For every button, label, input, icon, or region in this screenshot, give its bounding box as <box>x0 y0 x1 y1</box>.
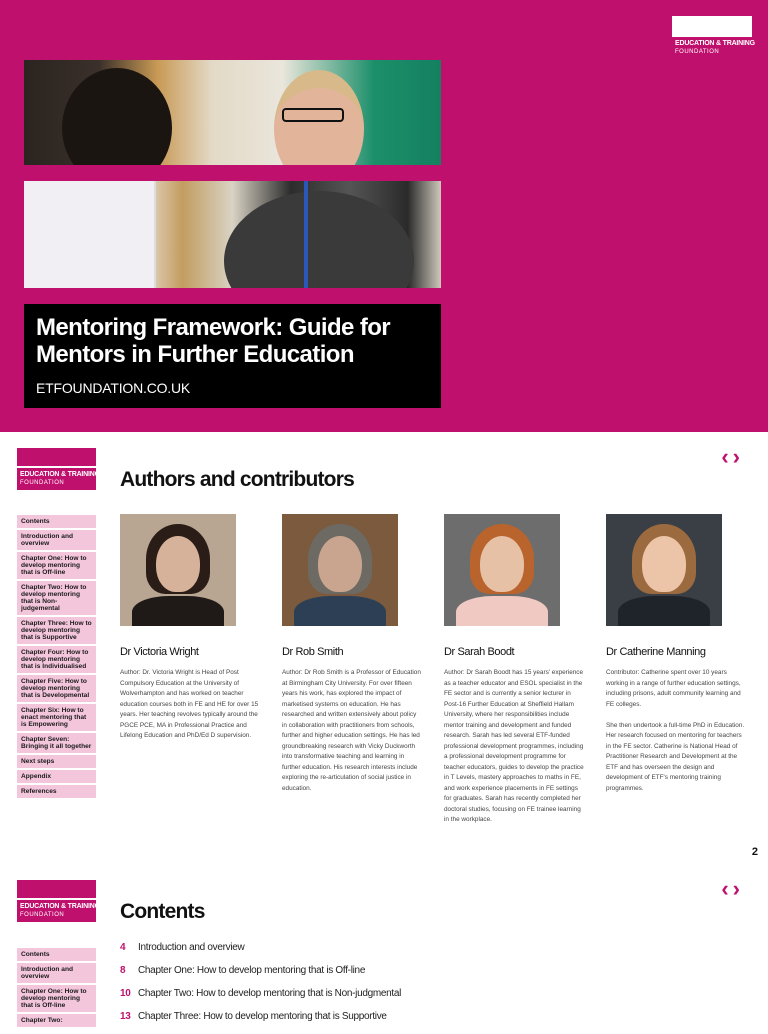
logo-line2: FOUNDATION <box>20 912 65 918</box>
toc-title: Chapter Two: How to develop mentoring that is Non-judgmental <box>138 988 402 999</box>
contents-page <box>0 872 768 1024</box>
sidebar-nav <box>17 948 96 1029</box>
sidebar-item-introduction[interactable]: Introduction and overview <box>17 963 96 983</box>
brand-logo <box>672 16 755 58</box>
sidebar-item-chapter-seven[interactable]: Chapter Seven: Bringing it all together <box>17 733 96 753</box>
page-logo <box>17 880 100 922</box>
sidebar-item-chapter-four[interactable]: Chapter Four: How to develop mentoring that is Individualised <box>17 646 96 673</box>
toc-page-number: 4 <box>120 942 126 953</box>
author-card <box>282 514 422 794</box>
logo-line2: FOUNDATION <box>20 480 65 486</box>
sidebar-item-chapter-two[interactable]: Chapter Two: How to develop mentoring that is Non-judgemental <box>17 581 96 615</box>
sidebar-item-chapter-one[interactable]: Chapter One: How to develop mentoring that is Off-line <box>17 985 96 1012</box>
author-card <box>606 514 746 794</box>
sidebar-item-appendix[interactable]: Appendix <box>17 770 96 783</box>
chevron-right-icon[interactable]: › <box>732 876 744 901</box>
author-name: Dr Sarah Boodt <box>444 646 515 658</box>
toc-entry[interactable] <box>120 965 401 988</box>
sidebar-item-next-steps[interactable]: Next steps <box>17 755 96 768</box>
contents-list <box>120 942 401 1034</box>
page-title: Contents <box>120 900 205 923</box>
toc-title: Chapter One: How to develop mentoring that is Off-line <box>138 965 366 976</box>
sidebar-item-contents[interactable]: Contents <box>17 948 96 961</box>
author-bio: Author: Dr. Victoria Wright is Head of Post Compulsory Education at the University of Wolverhampton and has worked on teacher education courses both in FE and HE for over 15 years. Her teaching revolves typically around the PGCE PCE, MA in Professional Practice and Lifelong Education and PhD/Ed D supervision. <box>120 669 259 739</box>
toc-entry[interactable] <box>120 988 401 1011</box>
toc-entry[interactable] <box>120 1011 401 1034</box>
cover-page <box>0 0 768 432</box>
author-name: Dr Victoria Wright <box>120 646 199 658</box>
sidebar-item-chapter-two[interactable]: Chapter Two: <box>17 1014 96 1027</box>
sidebar-item-chapter-six[interactable]: Chapter Six: How to enact mentoring that is Empowering <box>17 704 96 731</box>
sidebar-item-chapter-three[interactable]: Chapter Three: How to develop mentoring that is Supportive <box>17 617 96 644</box>
page-nav-arrows <box>721 876 744 902</box>
sidebar-item-chapter-five[interactable]: Chapter Five: How to develop mentoring that is Developmental <box>17 675 96 702</box>
sidebar-item-contents[interactable]: Contents <box>17 515 96 528</box>
logo-line2: FOUNDATION <box>675 49 720 55</box>
page-title: Authors and contributors <box>120 468 354 491</box>
author-card <box>444 514 584 826</box>
sidebar-item-references[interactable]: References <box>17 785 96 798</box>
sidebar-item-introduction[interactable]: Introduction and overview <box>17 530 96 550</box>
author-bio: Contributor: Catherine spent over 10 years working in a range of further education settings, including prisons, adult community learning and FE colleges. She then undertook a full-time PhD in Education. Her research focused on mentoring for teachers in the FE sector. Catherine is National Head of Practitioner Research and Development at the ETF and has overseen the design and development of ETF's mentoring training programmes. <box>606 669 745 792</box>
toc-entry[interactable] <box>120 942 401 965</box>
author-bio: Author: Dr Rob Smith is a Professor of Education at Birmingham City University. For over fifteen years his work, has explored the impact of marketised systems on education. He has researched and written extensively about policy in collaboration with practitioners from schools, further and higher education settings. He has led groundbreaking research with Vicky Duckworth into transformative teaching and learning in further education. His research interests include exploring the re-articulation of social justice in education. <box>282 669 421 792</box>
sidebar-nav <box>17 515 96 800</box>
author-photo <box>120 514 236 626</box>
author-name: Dr Rob Smith <box>282 646 344 658</box>
author-photo <box>282 514 398 626</box>
cover-url[interactable]: ETFOUNDATION.CO.UK <box>36 380 191 396</box>
toc-title: Introduction and overview <box>138 942 245 953</box>
toc-title: Chapter Three: How to develop mentoring that is Supportive <box>138 1011 387 1022</box>
sidebar-item-chapter-one[interactable]: Chapter One: How to develop mentoring that is Off-line <box>17 552 96 579</box>
cover-title: Mentoring Framework: Guide for Mentors in Further Education <box>36 314 391 368</box>
author-card <box>120 514 260 742</box>
page-number: 2 <box>751 846 758 858</box>
chevron-right-icon[interactable]: › <box>732 444 744 469</box>
toc-page-number: 10 <box>120 988 131 999</box>
author-bio: Author: Dr Sarah Boodt has 15 years' experience as a teacher educator and ESOL specialist in the FE sector and is currently a senior lecturer in Post-16 Further Education at Sheffield Hallam University, where her responsibilities include mentor training and development and funded research. Sarah has led several ETF-funded professional development programmes, including a professional development programme for teacher educators, guides to develop the practice in T Levels, mastery approaches to maths in FE, and work experience placements in FE settings for graduates. Sarah has recently completed her doctoral studies, focusing on FE trainee learning in the workplace. <box>444 669 584 823</box>
logo-line1: EDUCATION & TRAINING <box>20 471 100 478</box>
author-photo <box>444 514 560 626</box>
logo-line1: EDUCATION & TRAINING <box>20 903 100 910</box>
toc-page-number: 13 <box>120 1011 131 1022</box>
chevron-left-icon[interactable]: ‹ <box>721 876 733 901</box>
cover-photo-bottom <box>24 181 441 288</box>
logo-line1: EDUCATION & TRAINING <box>675 40 755 47</box>
cover-photo-top <box>24 60 441 165</box>
chevron-left-icon[interactable]: ‹ <box>721 444 733 469</box>
page-logo <box>17 448 100 490</box>
authors-page <box>0 432 768 872</box>
cover-title-box <box>24 304 441 408</box>
author-name: Dr Catherine Manning <box>606 646 706 658</box>
author-photo <box>606 514 722 626</box>
toc-page-number: 8 <box>120 965 126 976</box>
page-nav-arrows <box>721 444 744 470</box>
